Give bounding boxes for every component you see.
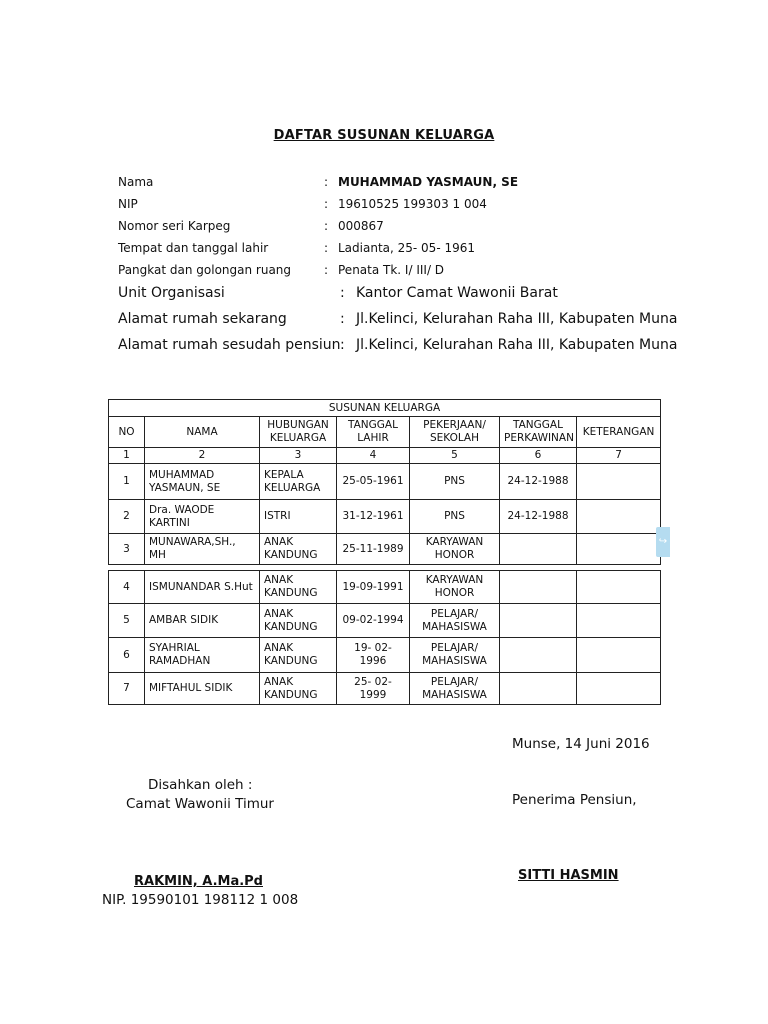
cell-lahir: 31-12-1961 [337,500,410,534]
cell-nama: AMBAR SIDIK [145,604,260,638]
cell-lahir: 25- 02- 1999 [337,673,410,705]
cell-no: 1 [109,464,145,500]
table-row [109,571,661,604]
cell-nama: Dra. WAODE KARTINI [145,500,260,534]
cell-no: 4 [109,571,145,604]
field-value: Jl.Kelinci, Kelurahan Raha III, Kabupaten Muna [356,311,678,327]
cell-nama: ISMUNANDAR S.Hut [145,571,260,604]
field-colon: : [324,241,329,255]
approver-name: RAKMIN, A.Ma.Pd [134,874,263,889]
table-row [109,638,661,673]
cell-perkawinan [500,673,577,705]
field-label: Nama [118,175,154,189]
header-no: NO [109,417,145,448]
cell-pekerjaan: KARYAWAN HONOR [410,571,500,604]
cell-lahir: 09-02-1994 [337,604,410,638]
header-number: 6 [500,448,577,464]
cell-hubungan: ANAK KANDUNG [260,571,337,604]
field-value: MUHAMMAD YASMAUN, SE [338,175,519,189]
cell-nama: MIFTAHUL SIDIK [145,673,260,705]
place-date: Munse, 14 Juni 2016 [512,736,650,752]
header-number: 7 [577,448,661,464]
field-colon: : [324,263,329,277]
field-colon: : [324,197,329,211]
field-value: Penata Tk. I/ III/ D [338,263,445,277]
approved-by-label: Disahkan oleh : [148,777,253,793]
cell-no: 6 [109,638,145,673]
table-caption: SUSUNAN KELUARGA [109,400,661,417]
recipient-name: SITTI HASMIN [518,868,619,883]
cell-lahir: 25-11-1989 [337,534,410,565]
cell-pekerjaan: PNS [410,500,500,534]
cell-keterangan [577,500,661,534]
cell-hubungan: ANAK KANDUNG [260,673,337,705]
cell-perkawinan [500,638,577,673]
cell-no: 2 [109,500,145,534]
cell-keterangan [577,638,661,673]
header-tanggal-lahir: TANGGAL LAHIR [337,417,410,448]
header-number: 1 [109,448,145,464]
family-table-part-2 [108,570,661,705]
cell-pekerjaan: PNS [410,464,500,500]
cell-lahir: 25-05-1961 [337,464,410,500]
cell-perkawinan [500,571,577,604]
recipient-title: Penerima Pensiun, [512,792,637,808]
field-value: Ladianta, 25- 05- 1961 [338,241,476,255]
document-title: DAFTAR SUSUNAN KELUARGA [273,128,495,143]
field-colon: : [340,337,345,353]
family-table-part-1 [108,399,661,565]
table-row [109,673,661,705]
field-label: Tempat dan tanggal lahir [118,241,269,255]
table-row [109,534,661,565]
cell-pekerjaan: PELAJAR/ MAHASISWA [410,673,500,705]
cell-perkawinan: 24-12-1988 [500,500,577,534]
header-perkawinan: TANGGAL PERKAWINAN [500,417,577,448]
field-value: 000867 [338,219,384,233]
cell-nama: MUNAWARA,SH., MH [145,534,260,565]
cell-keterangan [577,464,661,500]
cell-no: 7 [109,673,145,705]
table-row [109,500,661,534]
header-number: 4 [337,448,410,464]
cell-keterangan [577,673,661,705]
field-value: Kantor Camat Wawonii Barat [356,285,558,301]
cell-hubungan: ANAK KANDUNG [260,534,337,565]
share-icon: ↪ [658,536,668,547]
cell-perkawinan [500,604,577,638]
cell-hubungan: ANAK KANDUNG [260,604,337,638]
field-value: 19610525 199303 1 004 [338,197,487,211]
field-value: Jl.Kelinci, Kelurahan Raha III, Kabupaten Muna [356,337,678,353]
cell-perkawinan [500,534,577,565]
field-label: NIP [118,197,138,211]
header-number: 3 [260,448,337,464]
cell-perkawinan: 24-12-1988 [500,464,577,500]
table-row [109,464,661,500]
cell-pekerjaan: PELAJAR/ MAHASISWA [410,604,500,638]
cell-hubungan: ANAK KANDUNG [260,638,337,673]
cell-pekerjaan: KARYAWAN HONOR [410,534,500,565]
field-colon: : [340,285,345,301]
header-pekerjaan: PEKERJAAN/ SEKOLAH [410,417,500,448]
field-label: Unit Organisasi [118,285,225,301]
cell-no: 5 [109,604,145,638]
header-number: 2 [145,448,260,464]
cell-lahir: 19- 02- 1996 [337,638,410,673]
approver-title: Camat Wawonii Timur [126,796,274,812]
field-label: Nomor seri Karpeg [118,219,231,233]
cell-nama: SYAHRIAL RAMADHAN [145,638,260,673]
field-colon: : [324,219,329,233]
cell-keterangan [577,571,661,604]
cell-hubungan: KEPALA KELUARGA [260,464,337,500]
field-label: Alamat rumah sekarang [118,311,287,327]
cell-no: 3 [109,534,145,565]
cell-nama: MUHAMMAD YASMAUN, SE [145,464,260,500]
header-number: 5 [410,448,500,464]
approver-nip: NIP. 19590101 198112 1 008 [102,892,299,908]
header-hubungan: HUBUNGAN KELUARGA [260,417,337,448]
table-row [109,604,661,638]
cell-keterangan [577,604,661,638]
field-label: Pangkat dan golongan ruang [118,263,292,277]
field-colon: : [340,311,345,327]
share-tab[interactable] [656,527,670,557]
cell-pekerjaan: PELAJAR/ MAHASISWA [410,638,500,673]
cell-hubungan: ISTRI [260,500,337,534]
cell-lahir: 19-09-1991 [337,571,410,604]
field-colon: : [324,175,329,189]
header-nama: NAMA [145,417,260,448]
header-keterangan: KETERANGAN [577,417,661,448]
cell-keterangan [577,534,661,565]
field-label: Alamat rumah sesudah pensiun [118,337,341,353]
